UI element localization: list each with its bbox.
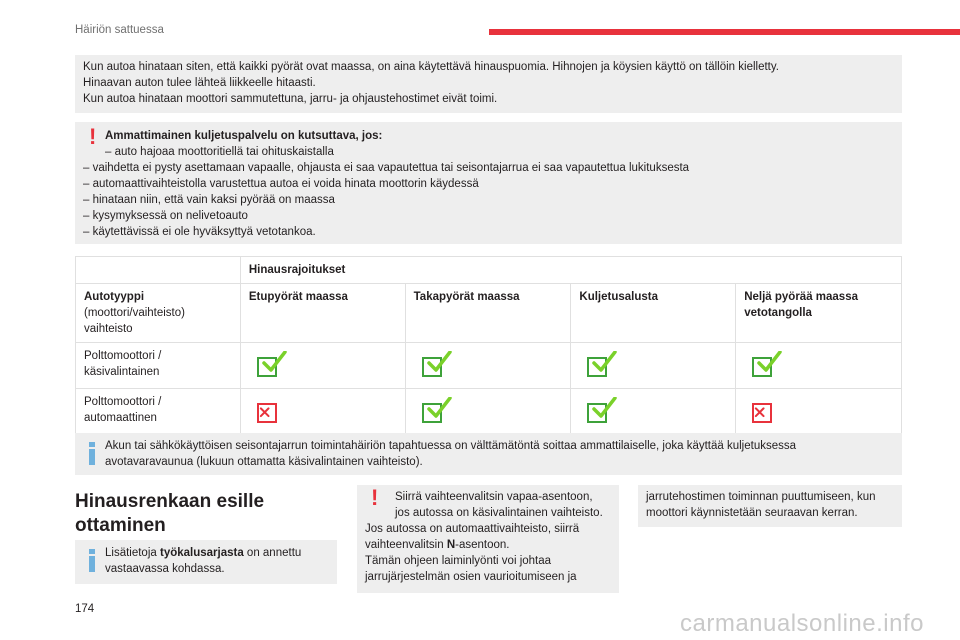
warning-list-item: – vaihdetta ei pysty asettamaan vapaalle, ohjausta ei saa vapautettua tai seisontajarrua ei saa vapautettua lukituksesta: [83, 162, 690, 174]
check-icon: [422, 399, 450, 423]
table-row: [76, 343, 902, 389]
info-line: avotavaravaunua (lukuun ottamatta käsivalintainen vaihteisto).: [105, 456, 423, 468]
table-header-flatbed: Kuljetusalusta: [571, 284, 736, 343]
info-line: Lisätietoja työkalusarjasta on annettu: [105, 547, 302, 559]
table-header-rear-wheels: Takapyörät maassa: [405, 284, 571, 343]
cross-icon: [257, 399, 285, 423]
towing-info-box: [75, 55, 902, 113]
row-label: [76, 343, 241, 389]
heading-line: Hinausrenkaan esille: [75, 491, 265, 512]
warning-line: Jos autossa on automaattivaihteisto, siirrä: [365, 523, 580, 535]
warning-line: jarrujärjestelmän osien vaurioitumiseen ja: [365, 571, 577, 583]
warning-list-item: – kysymyksessä on nelivetoauto: [83, 210, 248, 222]
warning-line: jarrutehostimen toiminnan puuttumiseen, kun: [646, 491, 876, 503]
battery-info-box: [75, 433, 902, 475]
check-icon: [422, 353, 450, 377]
page-number: 174: [75, 603, 95, 615]
cross-icon: [752, 399, 780, 423]
warning-list-item: – käytettävissä ei ole hyväksyttyä vetotankoa.: [83, 226, 316, 238]
header-title: Autotyyppi: [84, 291, 145, 303]
toolkit-info-box: [75, 540, 337, 584]
table-header-vehicle-type: [76, 284, 241, 343]
warning-title: Ammattimainen kuljetuspalvelu on kutsuttava, jos:: [105, 130, 383, 142]
warning-line: moottori käynnistetään seuraavan kerran.: [646, 507, 858, 519]
warning-icon: !: [371, 485, 379, 510]
warning-line: Siirrä vaihteenvalitsin vapaa-asentoon,: [395, 491, 593, 503]
heading-line: ottaminen: [75, 515, 166, 536]
warning-line: Tämän ohjeen laiminlyönti voi johtaa: [365, 555, 552, 567]
table-corner-cell: [76, 257, 241, 284]
warning-list-item: – hinataan niin, että vain kaksi pyörää on maassa: [83, 194, 335, 206]
header-subtitle: vaihteisto: [84, 323, 133, 335]
status-cell: [571, 389, 736, 435]
row-label-line: Polttomoottori /: [84, 350, 162, 362]
gear-warning-continued-box: [638, 485, 902, 527]
row-label-line: Polttomoottori /: [84, 396, 162, 408]
status-cell: [240, 343, 405, 389]
info-line: Kun autoa hinataan moottori sammutettuna, jarru- ja ohjaustehostimet eivät toimi.: [83, 93, 498, 105]
info-line: Kun autoa hinataan siten, että kaikki pyörät ovat maassa, on aina käytettävä hinauspuomia. Hihnojen ja köysien käyttö on tällöin kielletty.: [83, 61, 779, 73]
table-header-front-wheels: Etupyörät maassa: [240, 284, 405, 343]
warning-line: jos autossa on käsivalintainen vaihteisto.: [395, 507, 603, 519]
row-label-line: automaattinen: [84, 412, 157, 424]
status-cell: [405, 389, 571, 435]
row-label: [76, 389, 241, 435]
header-accent-bar: [489, 29, 960, 35]
info-line: Hinaavan auton tulee lähteä liikkeelle hitaasti.: [83, 77, 316, 89]
check-icon: [752, 353, 780, 377]
gear-warning-box: [357, 485, 619, 593]
warning-line: vaihteenvalitsin N-asentoon.: [365, 539, 510, 551]
header-subtitle: (moottori/vaihteisto): [84, 307, 185, 319]
table-header-tow-bar: Neljä pyörää maassa vetotangolla: [736, 284, 902, 343]
warning-icon: !: [89, 124, 97, 149]
status-cell: [736, 389, 902, 435]
towing-restrictions-table: [75, 256, 902, 435]
check-icon: [587, 353, 615, 377]
check-icon: [257, 353, 285, 377]
section-header-title: Häiriön sattuessa: [75, 24, 164, 36]
warning-list-item: – auto hajoaa moottoritiellä tai ohituskaistalla: [105, 146, 334, 158]
warning-list-item: – automaattivaihteistolla varustettua autoa ei voida hinata moottorin käydessä: [83, 178, 479, 190]
professional-service-warning-box: [75, 122, 902, 244]
status-cell: [240, 389, 405, 435]
row-label-line: käsivalintainen: [84, 366, 160, 378]
section-heading: [75, 490, 264, 538]
footer-watermark: carmanualsonline.info: [680, 610, 924, 637]
table-group-header: Hinausrajoitukset: [240, 257, 901, 284]
status-cell: [736, 343, 902, 389]
info-line: Akun tai sähkökäyttöisen seisontajarrun toimintahäiriön tapahtuessa on välttämätöntä soittaa ammattilaiselle, joka käyttää kuljetuksessa: [105, 440, 797, 452]
status-cell: [405, 343, 571, 389]
check-icon: [587, 399, 615, 423]
info-line: vastaavassa kohdassa.: [105, 563, 225, 575]
table-row: [76, 389, 902, 435]
status-cell: [571, 343, 736, 389]
